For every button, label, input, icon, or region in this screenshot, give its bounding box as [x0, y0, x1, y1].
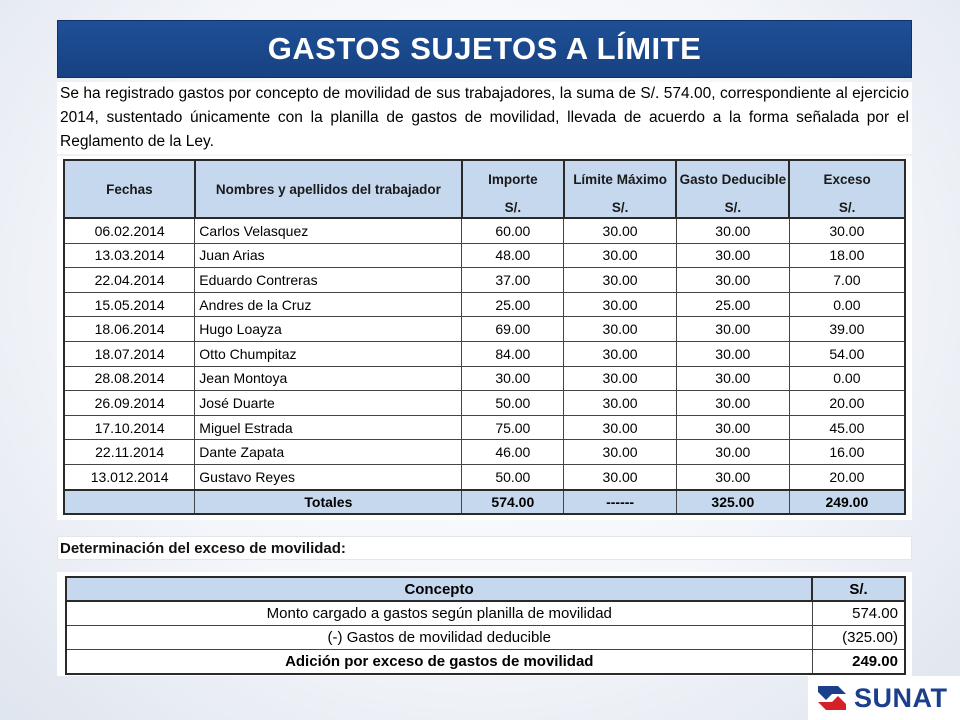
cell-gasto: 30.00	[676, 415, 789, 440]
cell-nombre: Gustavo Reyes	[195, 464, 462, 489]
cell-fecha: 28.08.2014	[64, 366, 195, 391]
concept-table-container	[57, 572, 912, 676]
cell-importe: 25.00	[462, 292, 564, 317]
cell-fecha: 18.06.2014	[64, 317, 195, 342]
cell-exceso: 45.00	[789, 415, 905, 440]
cell-nombre: Jean Montoya	[195, 366, 462, 391]
cell-exceso: 39.00	[789, 317, 905, 342]
header-concept-currency: S/.	[812, 577, 905, 601]
cell-limite: 30.00	[564, 218, 677, 243]
header-importe: Importe	[462, 160, 564, 198]
cell-exceso: 54.00	[789, 341, 905, 366]
table-row	[64, 366, 905, 391]
header-gasto: Gasto Deducible	[676, 160, 789, 198]
cell-limite: 30.00	[564, 292, 677, 317]
cell-exceso: 30.00	[789, 218, 905, 243]
sunat-logo-text: SUNAT	[854, 682, 948, 713]
totals-row	[64, 490, 905, 514]
cell-nombre: Hugo Loayza	[195, 317, 462, 342]
cell-limite: 30.00	[564, 415, 677, 440]
concept-value: 249.00	[812, 650, 905, 675]
table-row	[64, 218, 905, 243]
cell-fecha: 06.02.2014	[64, 218, 195, 243]
cell-exceso: 20.00	[789, 391, 905, 416]
header-currency: S/.	[462, 198, 564, 218]
cell-limite: 30.00	[564, 341, 677, 366]
header-nombres: Nombres y apellidos del trabajador	[195, 160, 462, 218]
header-fechas: Fechas	[64, 160, 195, 218]
cell-fecha: 18.07.2014	[64, 341, 195, 366]
cell-nombre: José Duarte	[195, 391, 462, 416]
cell-limite: 30.00	[564, 243, 677, 268]
cell-limite: 30.00	[564, 366, 677, 391]
concept-label: Monto cargado a gastos según planilla de movilidad	[66, 601, 812, 626]
cell-importe: 48.00	[462, 243, 564, 268]
concept-row	[66, 626, 905, 650]
movilidad-table-container	[57, 156, 912, 520]
cell-exceso: 20.00	[789, 464, 905, 489]
cell-nombre: Juan Arias	[195, 243, 462, 268]
cell-gasto: 30.00	[676, 268, 789, 293]
cell-limite: 30.00	[564, 391, 677, 416]
section-subheading: Determinación del exceso de movilidad:	[57, 536, 912, 560]
cell-exceso: 16.00	[789, 440, 905, 465]
cell-fecha: 15.05.2014	[64, 292, 195, 317]
concept-value: 574.00	[812, 601, 905, 626]
header-currency: S/.	[564, 198, 677, 218]
cell-nombre: Andres de la Cruz	[195, 292, 462, 317]
totals-limite: ------	[564, 490, 677, 514]
cell-importe: 50.00	[462, 464, 564, 489]
concept-label: (-) Gastos de movilidad deducible	[66, 626, 812, 650]
table-row	[64, 292, 905, 317]
title-bar	[57, 20, 912, 78]
cell-gasto: 30.00	[676, 218, 789, 243]
cell-nombre: Otto Chumpitaz	[195, 341, 462, 366]
header-exceso: Exceso	[789, 160, 905, 198]
cell-importe: 84.00	[462, 341, 564, 366]
movilidad-table	[63, 159, 906, 515]
cell-limite: 30.00	[564, 440, 677, 465]
table-row	[64, 341, 905, 366]
header-currency: S/.	[676, 198, 789, 218]
concept-row	[66, 650, 905, 675]
cell-gasto: 30.00	[676, 366, 789, 391]
cell-nombre: Miguel Estrada	[195, 415, 462, 440]
cell-limite: 30.00	[564, 464, 677, 489]
header-concepto: Concepto	[66, 577, 812, 601]
cell-fecha: 26.09.2014	[64, 391, 195, 416]
table-row	[64, 243, 905, 268]
cell-fecha: 22.04.2014	[64, 268, 195, 293]
totals-label: Totales	[195, 490, 462, 514]
cell-importe: 75.00	[462, 415, 564, 440]
cell-nombre: Eduardo Contreras	[195, 268, 462, 293]
movilidad-table-body	[64, 218, 905, 490]
cell-exceso: 7.00	[789, 268, 905, 293]
cell-gasto: 25.00	[676, 292, 789, 317]
cell-nombre: Carlos Velasquez	[195, 218, 462, 243]
table-row	[64, 391, 905, 416]
totals-importe: 574.00	[462, 490, 564, 514]
cell-exceso: 18.00	[789, 243, 905, 268]
cell-importe: 69.00	[462, 317, 564, 342]
cell-importe: 46.00	[462, 440, 564, 465]
table-row	[64, 317, 905, 342]
header-currency: S/.	[789, 198, 905, 218]
cell-importe: 37.00	[462, 268, 564, 293]
cell-gasto: 30.00	[676, 243, 789, 268]
cell-gasto: 30.00	[676, 317, 789, 342]
table-row	[64, 268, 905, 293]
cell-importe: 60.00	[462, 218, 564, 243]
totals-gasto: 325.00	[676, 490, 789, 514]
sunat-logo	[808, 676, 960, 720]
cell-fecha: 22.11.2014	[64, 440, 195, 465]
cell-fecha: 13.012.2014	[64, 464, 195, 489]
concept-table	[65, 576, 906, 675]
cell-fecha: 13.03.2014	[64, 243, 195, 268]
sunat-logo-icon	[812, 678, 852, 718]
intro-paragraph: Se ha registrado gastos por concepto de movilidad de sus trabajadores, la suma de S/. 574.00, correspondiente al ejercicio 2014, sustentado únicamente con la planilla de gastos de movilidad, llevada de acuerdo a la forma señalada por el Reglamento de la Ley.	[57, 82, 912, 154]
cell-nombre: Dante Zapata	[195, 440, 462, 465]
cell-exceso: 0.00	[789, 292, 905, 317]
concept-row	[66, 601, 905, 626]
cell-importe: 30.00	[462, 366, 564, 391]
cell-exceso: 0.00	[789, 366, 905, 391]
cell-importe: 50.00	[462, 391, 564, 416]
totals-exceso: 249.00	[789, 490, 905, 514]
totals-empty-cell	[64, 490, 195, 514]
cell-limite: 30.00	[564, 317, 677, 342]
cell-gasto: 30.00	[676, 341, 789, 366]
page-title: GASTOS SUJETOS A LÍMITE	[267, 31, 702, 66]
table-row	[64, 464, 905, 489]
table-row	[64, 440, 905, 465]
table-row	[64, 415, 905, 440]
concept-value: (325.00)	[812, 626, 905, 650]
cell-gasto: 30.00	[676, 391, 789, 416]
cell-fecha: 17.10.2014	[64, 415, 195, 440]
header-limite: Límite Máximo	[564, 160, 677, 198]
cell-gasto: 30.00	[676, 464, 789, 489]
cell-gasto: 30.00	[676, 440, 789, 465]
concept-label: Adición por exceso de gastos de movilidad	[66, 650, 812, 675]
cell-limite: 30.00	[564, 268, 677, 293]
